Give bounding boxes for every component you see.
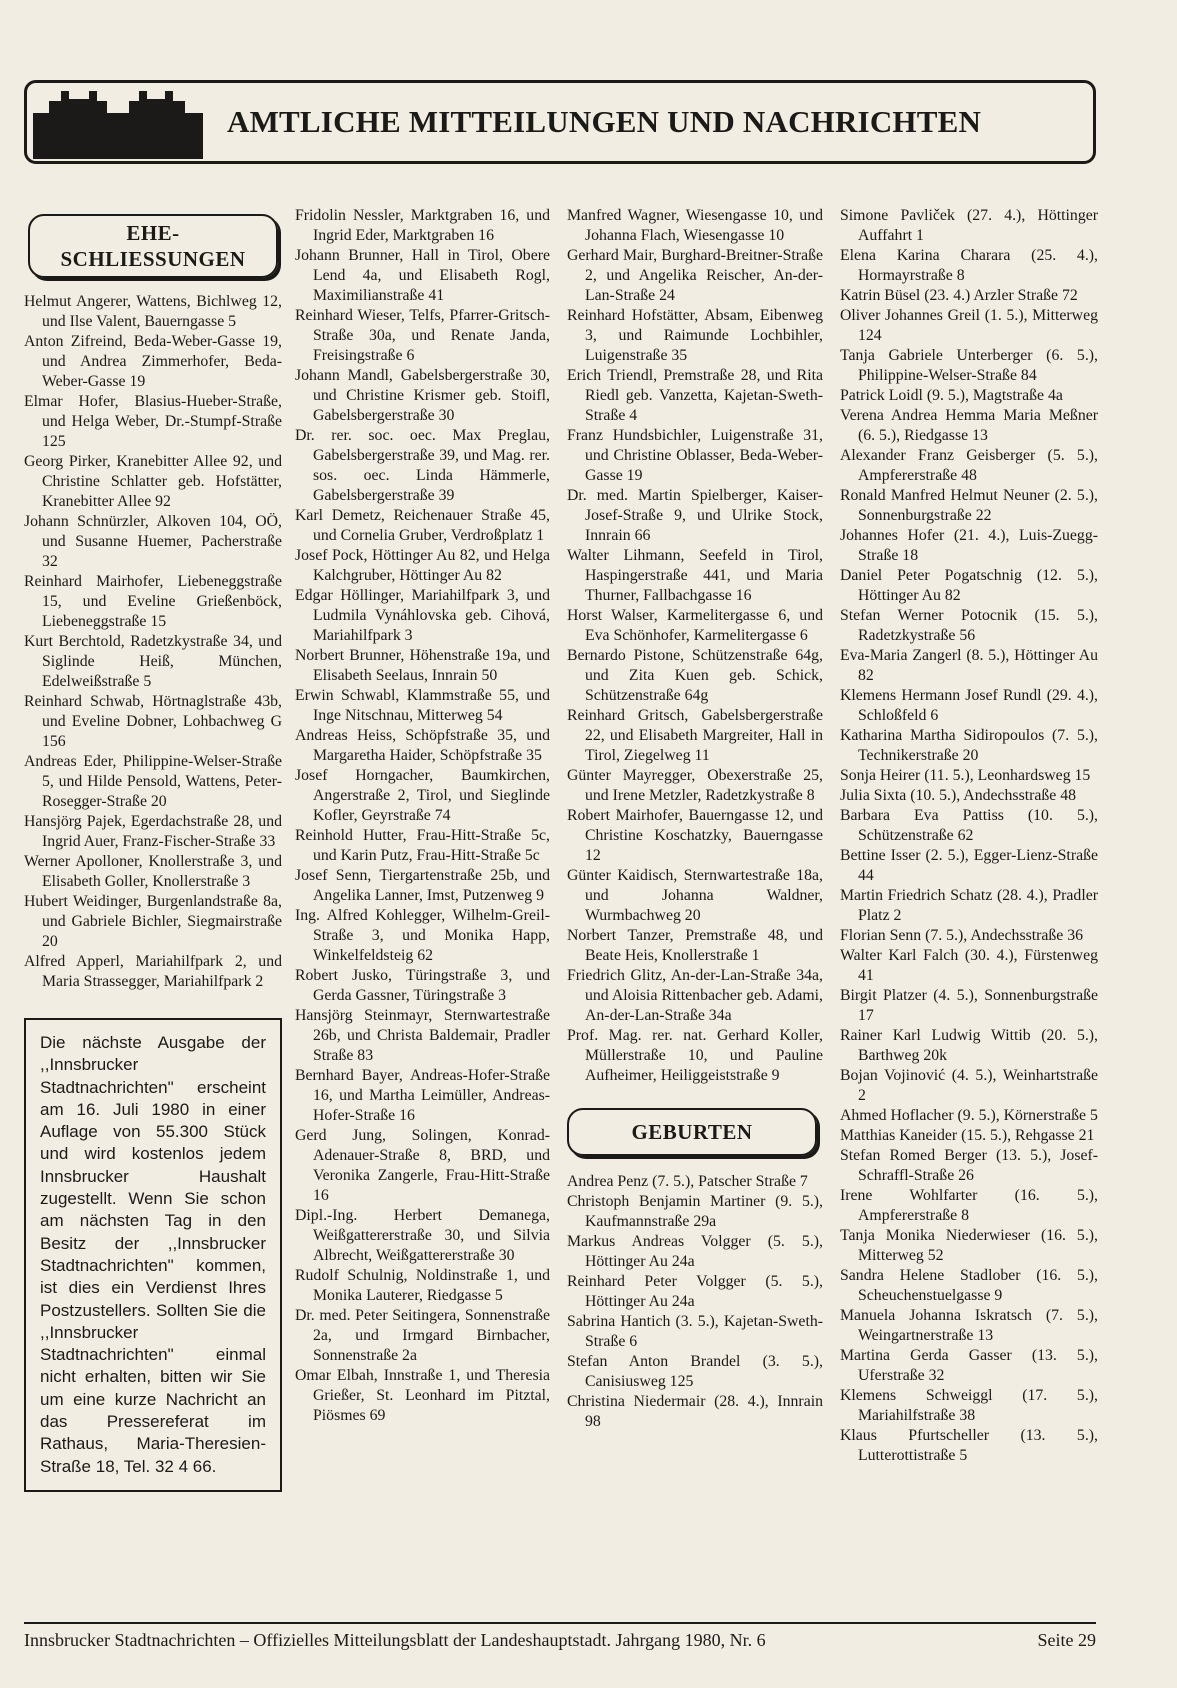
birth-list-2 [840,206,1098,1466]
birth-entry: Patrick Loidl (9. 5.), Magtstraße 4a [840,387,1063,404]
marriage-entry: Josef Pock, Höttinger Au 82, und Helga Kalchgruber, Höttinger Au 82 [295,547,550,584]
birth-entry: Stefan Romed Berger (13. 5.), Josef-Schraffl-Straße 26 [840,1147,1098,1184]
birth-entry: Walter Karl Falch (30. 4.), Fürstenweg 41 [840,947,1098,984]
marriage-list-1 [24,292,282,992]
birth-entry: Eva-Maria Zangerl (8. 5.), Höttinger Au 82 [840,647,1098,684]
marriage-entry: Manfred Wagner, Wiesengasse 10, und Johanna Flach, Wiesengasse 10 [567,207,823,244]
marriage-entry: Fridolin Nessler, Marktgraben 16, und Ingrid Eder, Marktgraben 16 [295,207,550,244]
birth-entry: Tanja Monika Niederwieser (16. 5.), Mitterweg 52 [840,1227,1098,1264]
page-title: AMTLICHE MITTEILUNGEN UND NACHRICHTEN [227,104,982,139]
birth-entry: Julia Sixta (10. 5.), Andechsstraße 48 [840,787,1077,804]
birth-entry: Christoph Benjamin Martiner (9. 5.), Kaufmannstraße 29a [567,1193,823,1230]
marriage-entry: Dipl.-Ing. Herbert Demanega, Weißgattererstraße 30, und Silvia Albrecht, Weißgattererstraße 30 [295,1207,550,1264]
heading-line-2: SCHLIESSUNGEN [60,247,246,271]
marriage-entry: Friedrich Glitz, An-der-Lan-Straße 34a, und Aloisia Rittenbacher geb. Adami, An-der-Lan-Straße 34a [567,967,823,1024]
marriage-entry: Erich Triendl, Premstraße 28, und Rita Riedl geb. Vanzetta, Kajetan-Sweth-Straße 4 [567,367,823,424]
marriage-entry: Reinhard Gritsch, Gabelsbergerstraße 22, und Elisabeth Margreiter, Hall in Tirol, Ziegelweg 11 [567,707,823,764]
marriage-entry: Walter Lihmann, Seefeld in Tirol, Haspingerstraße 441, und Maria Thurner, Fallbachgasse 16 [567,547,823,604]
heading-line-1: EHE- [126,221,180,245]
birth-entry: Birgit Platzer (4. 5.), Sonnenburgstraße 17 [840,987,1098,1024]
birth-entry: Ahmed Hoflacher (9. 5.), Körnerstraße 5 [840,1107,1098,1124]
marriage-entry: Dr. med. Peter Seitingera, Sonnenstraße 2a, und Irmgard Birnbacher, Sonnenstraße 2a [295,1307,550,1364]
marriage-entry: Günter Mayregger, Obexerstraße 25, und Irene Metzler, Radetzkystraße 8 [567,767,823,804]
marriage-entry: Reinhold Hutter, Frau-Hitt-Straße 5c, und Karin Putz, Frau-Hitt-Straße 5c [295,827,550,864]
birth-entry: Verena Andrea Hemma Maria Meßner (6. 5.), Riedgasse 13 [840,407,1098,444]
section-heading-eheschliessungen [28,214,278,278]
marriage-entry: Edgar Höllinger, Mariahilfpark 3, und Ludmila Vynáhlovska geb. Cihová, Mariahilfpark 3 [295,587,550,644]
marriage-entry: Helmut Angerer, Wattens, Bichlweg 12, und Ilse Valent, Bauerngasse 5 [24,293,282,330]
birth-list-1 [567,1172,823,1432]
section-heading-geburten: GEBURTEN [567,1108,817,1156]
birth-entry: Johannes Hofer (21. 4.), Luis-Zuegg-Straße 18 [840,527,1098,564]
marriage-entry: Norbert Tanzer, Premstraße 48, und Beate Heis, Knollerstraße 1 [567,927,823,964]
birth-entry: Sabrina Hantich (3. 5.), Kajetan-Sweth-Straße 6 [567,1313,823,1350]
birth-entry: Martina Gerda Gasser (13. 5.), Uferstraße 32 [840,1347,1098,1384]
marriage-entry: Omar Elbah, Innstraße 1, und Theresia Grießer, St. Leonhard im Pitztal, Piösmes 69 [295,1367,550,1424]
marriage-entry: Gerhard Mair, Burghard-Breitner-Straße 2, und Angelika Reischer, An-der-Lan-Straße 24 [567,247,823,304]
marriage-entry: Hansjörg Steinmayr, Sternwartestraße 26b, und Christa Baldemair, Pradler Straße 83 [295,1007,550,1064]
next-issue-notice: Die nächste Ausgabe der ,,Innsbrucker Stadtnachrichten" erscheint am 16. Juli 1980 in einer Auflage von 55.300 Stück und wird kostenlos jedem Innsbrucker Haushalt zugestellt. Wenn Sie schon am nächsten Tag in den Besitz der ,,Innsbrucker Stadtnachrichten" kommen, ist dies ein Verdienst Ihres Postzustellers. Sollten Sie die ,,Innsbrucker Stadtnachrichten" einmal nicht erhalten, bitten wir Sie um eine kurze Nachricht an das Pressereferat im Rathaus, Maria-Theresien-Straße 18, Tel. 32 4 66. [24,1018,282,1492]
column-2 [295,206,550,1426]
marriage-entry: Hubert Weidinger, Burgenlandstraße 8a, und Gabriele Bichler, Siegmairstraße 20 [24,893,282,950]
marriage-entry: Werner Apolloner, Knollerstraße 3, und Elisabeth Goller, Knollerstraße 3 [24,853,282,890]
marriage-entry: Bernhard Bayer, Andreas-Hofer-Straße 16, und Martha Leimüller, Andreas-Hofer-Straße 16 [295,1067,550,1124]
marriage-entry: Johann Mandl, Gabelsbergerstraße 30, und Christine Krismer geb. Stoifl, Gabelsbergerstraße 30 [295,367,550,424]
birth-entry: Klemens Hermann Josef Rundl (29. 4.), Schloßfeld 6 [840,687,1098,724]
marriage-entry: Prof. Mag. rer. nat. Gerhard Koller, Müllerstraße 10, und Pauline Aufheimer, Heiliggeiststraße 9 [567,1027,823,1084]
publication-line: Innsbrucker Stadtnachrichten – Offizielles Mitteilungsblatt der Landeshauptstadt. Jahrgang 1980, Nr. 6 [24,1630,766,1650]
marriage-entry: Johann Schnürzler, Alkoven 104, OÖ, und Susanne Huemer, Pacherstraße 32 [24,513,282,570]
marriage-entry: Georg Pirker, Kranebitter Allee 92, und Christine Schlatter geb. Hofstätter, Kranebitter Allee 92 [24,453,282,510]
marriage-entry: Reinhard Wieser, Telfs, Pfarrer-Gritsch-Straße 30a, und Renate Janda, Freisingstraße 6 [295,307,550,364]
birth-entry: Manuela Johanna Iskratsch (7. 5.), Weingartnerstraße 13 [840,1307,1098,1344]
marriage-entry: Franz Hundsbichler, Luigenstraße 31, und Christine Oblasser, Beda-Weber-Gasse 19 [567,427,823,484]
column-4 [840,206,1098,1466]
column-3 [567,206,823,1432]
birth-entry: Daniel Peter Pogatschnig (12. 5.), Höttinger Au 82 [840,567,1098,604]
marriage-entry: Josef Senn, Tiergartenstraße 25b, und Angelika Lanner, Imst, Putzenweg 9 [295,867,550,904]
marriage-entry: Erwin Schwabl, Klammstraße 55, und Inge Nitschnau, Mitterweg 54 [295,687,550,724]
marriage-entry: Dr. med. Martin Spielberger, Kaiser-Josef-Straße 9, und Ulrike Stock, Innrain 66 [567,487,823,544]
marriage-entry: Gerd Jung, Solingen, Konrad-Adenauer-Straße 8, BRD, und Veronika Zangerle, Frau-Hitt-Straße 16 [295,1127,550,1204]
birth-entry: Bettine Isser (2. 5.), Egger-Lienz-Straße 44 [840,847,1098,884]
birth-entry: Irene Wohlfarter (16. 5.), Ampfererstraße 8 [840,1187,1098,1224]
marriage-entry: Robert Jusko, Türingstraße 3, und Gerda Gassner, Türingstraße 3 [295,967,550,1004]
birth-entry: Andrea Penz (7. 5.), Patscher Straße 7 [567,1173,808,1190]
marriage-entry: Elmar Hofer, Blasius-Hueber-Straße, und Helga Weber, Dr.-Stumpf-Straße 125 [24,393,282,450]
birth-entry: Barbara Eva Pattiss (10. 5.), Schützenstraße 62 [840,807,1098,844]
birth-entry: Stefan Werner Potocnik (15. 5.), Radetzkystraße 56 [840,607,1098,644]
birth-entry: Martin Friedrich Schatz (28. 4.), Pradler Platz 2 [840,887,1098,924]
page-footer [24,1622,1096,1651]
marriage-entry: Hansjörg Pajek, Egerdachstraße 28, und Ingrid Auer, Franz-Fischer-Straße 33 [24,813,282,850]
marriage-entry: Ing. Alfred Kohlegger, Wilhelm-Greil-Straße 3, und Monika Happ, Winkelfeldsteig 62 [295,907,550,964]
marriage-entry: Karl Demetz, Reichenauer Straße 45, und Cornelia Gruber, Verdroßplatz 1 [295,507,550,544]
marriage-entry: Anton Zifreind, Beda-Weber-Gasse 19, und Andrea Zimmerhofer, Beda-Weber-Gasse 19 [24,333,282,390]
birth-entry: Markus Andreas Volgger (5. 5.), Höttinger Au 24a [567,1233,823,1270]
birth-entry: Katrin Büsel (23. 4.) Arzler Straße 72 [840,287,1078,304]
marriage-entry: Reinhard Hofstätter, Absam, Eibenweg 3, und Raimunde Lochbihler, Luigenstraße 35 [567,307,823,364]
column-1 [24,206,282,1492]
marriage-entry: Günter Kaidisch, Sternwartestraße 18a, und Johanna Waldner, Wurmbachweg 20 [567,867,823,924]
birth-entry: Florian Senn (7. 5.), Andechsstraße 36 [840,927,1084,944]
birth-entry: Klemens Schweiggl (17. 5.), Mariahilfstraße 38 [840,1387,1098,1424]
marriage-entry: Reinhard Schwab, Hörtnaglstraße 43b, und Eveline Dobner, Lohbachweg G 156 [24,693,282,750]
birth-entry: Simone Pavliček (27. 4.), Höttinger Auffahrt 1 [840,207,1098,244]
marriage-entry: Johann Brunner, Hall in Tirol, Obere Lend 4a, und Elisabeth Rogl, Maximilianstraße 41 [295,247,550,304]
marriage-entry: Andreas Eder, Philippine-Welser-Straße 5, und Hilde Pensold, Wattens, Peter-Rosegger-Straße 20 [24,753,282,810]
birth-entry: Elena Karina Charara (25. 4.), Hormayrstraße 8 [840,247,1098,284]
marriage-entry: Horst Walser, Karmelitergasse 6, und Eva Schönhofer, Karmelitergasse 6 [567,607,823,644]
birth-entry: Tanja Gabriele Unterberger (6. 5.), Philippine-Welser-Straße 84 [840,347,1098,384]
birth-entry: Ronald Manfred Helmut Neuner (2. 5.), Sonnenburgstraße 22 [840,487,1098,524]
masthead-box [24,80,1096,164]
page-number: Seite 29 [1037,1630,1096,1650]
birth-entry: Sandra Helene Stadlober (16. 5.), Scheuchenstuelgasse 9 [840,1267,1098,1304]
birth-entry: Alexander Franz Geisberger (5. 5.), Ampfererstraße 48 [840,447,1098,484]
marriage-entry: Kurt Berchtold, Radetzkystraße 34, und Siglinde Heiß, München, Edelweißstraße 5 [24,633,282,690]
marriage-entry: Rudolf Schulnig, Noldinstraße 1, und Monika Lauterer, Riedgasse 5 [295,1267,550,1304]
birth-entry: Reinhard Peter Volgger (5. 5.), Höttinger Au 24a [567,1273,823,1310]
birth-entry: Stefan Anton Brandel (3. 5.), Canisiusweg 125 [567,1353,823,1390]
marriage-entry: Robert Mairhofer, Bauerngasse 12, und Christine Koschatzky, Bauerngasse 12 [567,807,823,864]
marriage-entry: Dr. rer. soc. oec. Max Preglau, Gabelsbergerstraße 39, und Mag. rer. sos. oec. Linda Hämmerle, Gabelsbergerstraße 39 [295,427,550,504]
birth-entry: Katharina Martha Sidiropoulos (7. 5.), Technikerstraße 20 [840,727,1098,764]
marriage-list-3 [567,206,823,1086]
marriage-entry: Bernardo Pistone, Schützenstraße 64g, und Zita Kuen geb. Schick, Schützenstraße 64g [567,647,823,704]
birth-entry: Oliver Johannes Greil (1. 5.), Mitterweg 124 [840,307,1098,344]
birth-entry: Bojan Vojinović (4. 5.), Weinhartstraße 2 [840,1067,1098,1104]
marriage-list-2 [295,206,550,1426]
marriage-entry: Alfred Apperl, Mariahilfpark 2, und Maria Strassegger, Mariahilfpark 2 [24,953,282,990]
birth-entry: Matthias Kaneider (15. 5.), Rehgasse 21 [840,1127,1095,1144]
city-silhouette-logo [33,87,203,159]
marriage-entry: Norbert Brunner, Höhenstraße 19a, und Elisabeth Seelaus, Innrain 50 [295,647,550,684]
marriage-entry: Josef Horngacher, Baumkirchen, Angerstraße 2, Tirol, und Sieglinde Kofler, Geyrstraße 74 [295,767,550,824]
birth-entry: Rainer Karl Ludwig Wittib (20. 5.), Barthweg 20k [840,1027,1098,1064]
birth-entry: Sonja Heirer (11. 5.), Leonhardsweg 15 [840,767,1091,784]
marriage-entry: Andreas Heiss, Schöpfstraße 35, und Margaretha Haider, Schöpfstraße 35 [295,727,550,764]
birth-entry: Klaus Pfurtscheller (13. 5.), Lutterottistraße 5 [840,1427,1098,1464]
marriage-entry: Reinhard Mairhofer, Liebeneggstraße 15, und Eveline Grießenböck, Liebeneggstraße 15 [24,573,282,630]
birth-entry: Christina Niedermair (28. 4.), Innrain 98 [567,1393,823,1430]
